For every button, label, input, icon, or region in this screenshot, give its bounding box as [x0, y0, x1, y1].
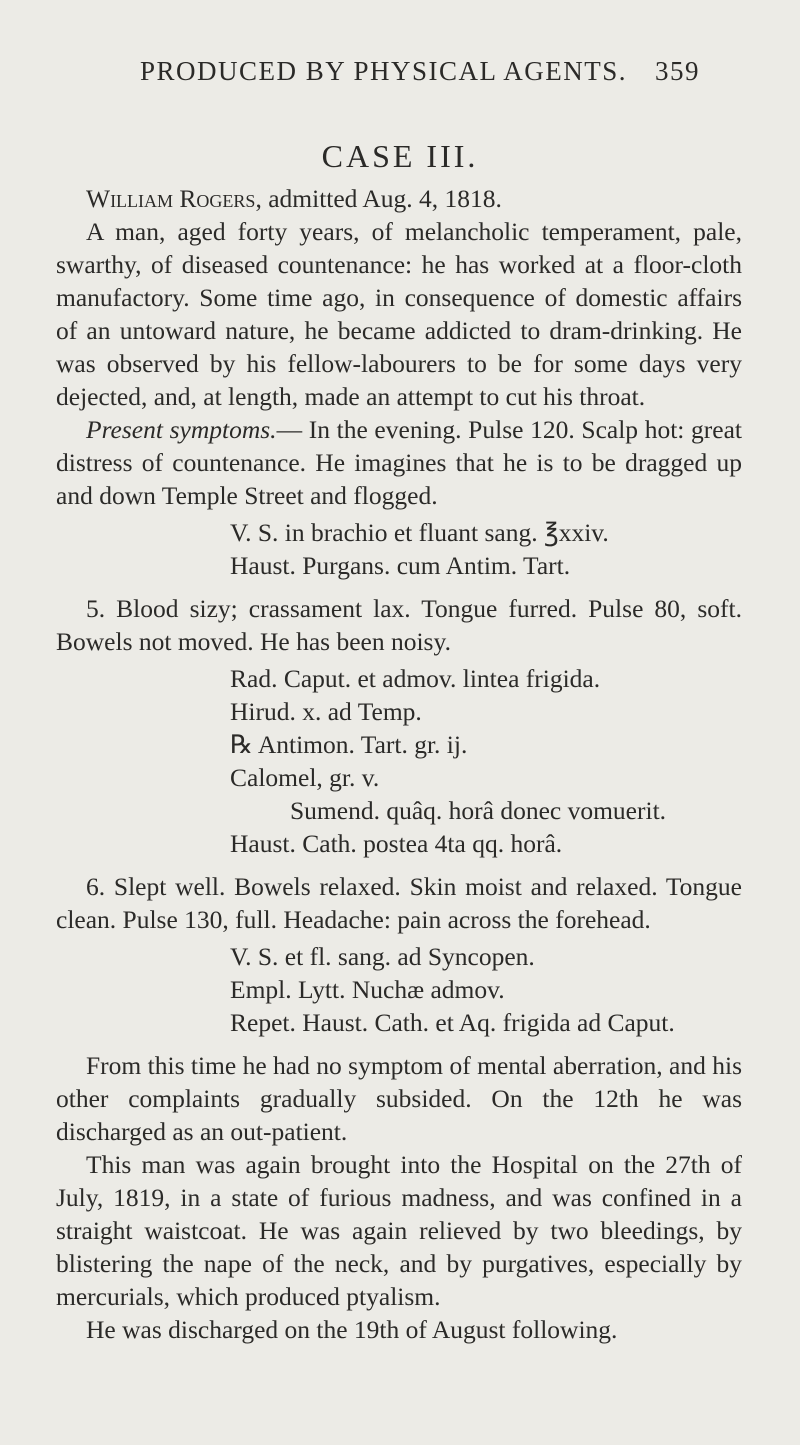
prescription-3	[56, 940, 742, 1039]
prescription-1	[56, 516, 742, 582]
day-5-paragraph: 5. Blood sizy; crassament lax. Tongue furred. Pulse 80, soft. Bowels not moved. He has been noisy.	[56, 594, 742, 656]
prescription-line: Haust. Purgans. cum Antim. Tart.	[230, 551, 571, 580]
readmission-paragraph: This man was again brought into the Hospital on the 27th of July, 1819, in a state of furious madness, and was confined in a straight waistcoat. He was again relieved by two bleedings, by blistering the nape of the neck, and by purgatives, especially by mercurials, which produced ptyalism.	[56, 1150, 742, 1311]
case-title: CASE III.	[321, 138, 479, 174]
outcome-paragraph: From this time he had no symptom of mental aberration, and his other complaints gradually subsided. On the 12th he was discharged as an out-patient.	[56, 1051, 742, 1146]
admission-paragraph	[56, 182, 742, 215]
history-paragraph: A man, aged forty years, of melancholic temperament, pale, swarthy, of diseased countenance: he has worked at a floor-cloth manufactory. Some time ago, in consequence of domestic affairs of an untoward nature, he became addicted to dram-drinking. He was observed by his fellow-labourers to be for some days very dejected, and, at length, made an attempt to cut his throat.	[56, 217, 742, 411]
page-number: 359	[655, 56, 700, 86]
running-head	[140, 56, 700, 87]
day-6-paragraph: 6. Slept well. Bowels relaxed. Skin moist and relaxed. Tongue clean. Pulse 130, full. Headache: pain across the forehead.	[56, 872, 742, 934]
prescription-line: V. S. in brachio et fluant sang. ℥xxiv.	[230, 518, 609, 547]
prescription-line: Sumend. quâq. horâ donec vomuerit.	[290, 796, 667, 825]
case-body	[56, 182, 742, 1346]
running-title: PRODUCED BY PHYSICAL AGENTS.	[140, 56, 628, 86]
admission-date: admitted Aug. 4, 1818.	[268, 184, 502, 213]
prescription-line: Hirud. x. ad Temp.	[230, 697, 422, 726]
prescription-line: Rad. Caput. et admov. lintea frigida.	[230, 664, 601, 693]
prescription-line: ℞ Antimon. Tart. gr. ij.	[230, 730, 468, 759]
prescription-2	[56, 662, 742, 860]
patient-name: William Rogers,	[86, 184, 262, 213]
final-paragraph: He was discharged on the 19th of August following.	[86, 1315, 618, 1344]
prescription-line: Calomel, gr. v.	[230, 763, 380, 792]
present-symptoms-text: — In the evening. Pulse 120. Scalp hot: great distress of countenance. He imagines that he is to be dragged up and down Temple Street and flogged.	[56, 415, 742, 510]
prescription-line: Haust. Cath. postea 4ta qq. horâ.	[230, 829, 563, 858]
present-symptoms-label: Present symptoms.	[86, 415, 277, 444]
prescription-line: V. S. et fl. sang. ad Syncopen.	[230, 942, 535, 971]
present-symptoms-paragraph	[56, 413, 742, 512]
prescription-line: Empl. Lytt. Nuchæ admov.	[230, 975, 505, 1004]
prescription-line: Repet. Haust. Cath. et Aq. frigida ad Caput.	[230, 1008, 675, 1037]
